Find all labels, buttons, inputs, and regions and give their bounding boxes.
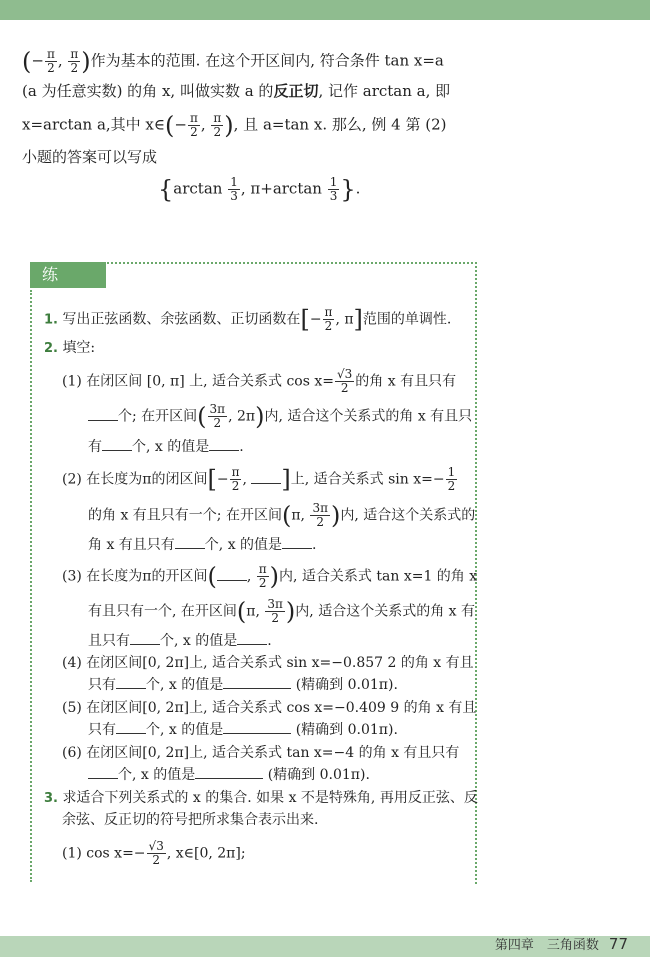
paren-open: ( [22,47,32,76]
question-2-part-3-line-2: 有且只有一个, 在开区间(π, $\frac{3\pi}{2}$ )内, 适合这个关系式的角 x 有 [88,597,475,626]
answer-blank[interactable] [223,719,291,734]
question-3-line-2: 余弦、反正切的符号把所求集合表示出来. [62,812,319,828]
exercise-box-left-border [30,290,32,882]
fraction-one-third: $\frac{1}{3}$ [230,175,238,203]
answer-blank[interactable] [88,764,118,779]
answer-blank[interactable] [116,719,146,734]
question-2-part-1-line-1: (1) 在闭区间 [0, π] 上, 适合关系式 cos x= $\frac{√3}{2}$ 的角 x 有且只有 [62,367,457,395]
question-2-part-2-line-2: 的角 x 有且只有一个; 在开区间(π, $\frac{3\pi}{2}$ )内, 适合这个关系式的 [88,501,476,530]
question-3-line-1: 3. 求适合下列关系式的 x 的集合. 如果 x 不是特殊角, 再用反正弦、反 [44,790,478,806]
page-footer [495,934,628,953]
intro-line-3: x=arctan a,其中 x∈(− $\frac{\pi}{2}$ , $\frac{\pi}{2}$ ), 且 a=tan x. 那么, 例 4 第 (2) [22,111,447,140]
fraction-pi-over-2: $\frac{\pi}{2}$ [46,47,55,75]
answer-blank[interactable] [251,469,281,484]
answer-blank[interactable] [195,764,263,779]
question-2-part-2-line-3: 角 x 有且只有 个, x 的值是 . [88,534,317,556]
question-2-part-4-line-1: (4) 在闭区间[0, 2π]上, 适合关系式 sin x=−0.857 2 的角 x 有且 [62,655,474,671]
fraction-pi-over-2: $\frac{\pi}{2}$ [70,47,79,75]
question-2-part-6-line-2: 个, x 的值是 (精确到 0.01π). [88,764,370,786]
answer-blank[interactable] [282,534,312,549]
question-2-part-1-line-2: 个; 在开区间( $\frac{3\pi}{2}$ , 2π)内, 适合这个关系式的角 x 有且只 [88,403,472,430]
fraction-pi-over-2: $\frac{\pi}{2}$ [213,111,222,139]
answer-blank[interactable] [223,674,291,689]
answer-blank[interactable] [116,674,146,689]
chapter-label: 第四章 三角函数 [494,938,599,953]
answer-blank[interactable] [175,534,205,549]
question-2-part-2-line-1: (2) 在长度为π的闭区间[− $\frac{\pi}{2}$ , ]上, 适合关系式 sin x=− $\frac{1}{2}$ [62,465,456,494]
question-2-part-5-line-2: 只有 个, x 的值是 (精确到 0.01π). [88,719,398,741]
answer-blank[interactable] [102,436,132,451]
question-2-part-3-line-1: (3) 在长度为π的开区间( , $\frac{\pi}{2}$ )内, 适合关系式 tan x=1 的角 x [62,562,478,591]
question-2-part-6-line-1: (6) 在闭区间[0, 2π]上, 适合关系式 tan x=−4 的角 x 有且只有 [62,745,460,761]
question-2-part-5-line-1: (5) 在闭区间[0, 2π]上, 适合关系式 cos x=−0.409 9 的角 x 有且 [62,700,477,716]
question-2: 2. 填空: [44,340,96,356]
exercise-title: 练习 [30,262,106,288]
paren-close: ) [81,47,91,76]
minus-sign: − [31,51,44,70]
question-3-part-1: (1) cos x=− $\frac{√3}{2}$ , x∈[0, 2π]; [62,839,246,867]
answer-blank[interactable] [217,566,247,581]
top-header-bar [0,0,650,20]
intro-line-2: (a 为任意实数) 的角 x, 叫做实数 a 的反正切, 记作 arctan a, 即 [22,82,451,100]
answer-blank[interactable] [130,630,160,645]
answer-set-formula: {arctan $\frac{1}{3}$ , π+arctan $\frac{1}{3}$ }. [158,175,361,204]
fraction-pi-over-2: $\frac{\pi}{2}$ [189,111,198,139]
page-number: 77 [608,935,628,953]
intro-text: 作为基本的范围. 在这个开区间内, 符合条件 tan x=a [90,51,444,70]
question-2-part-3-line-3: 且只有 个, x 的值是 . [88,630,272,652]
question-2-part-4-line-2: 只有 个, x 的值是 (精确到 0.01π). [88,674,398,696]
question-1: 1. 写出正弦函数、余弦函数、正切函数在[− $\frac{\pi}{2}$ , π]范围的单调性. [44,305,452,334]
fraction-one-third: $\frac{1}{3}$ [329,175,338,203]
question-2-part-1-line-3: 有 个, x 的值是 . [88,436,244,458]
intro-line-1: (− $\frac{\pi}{2}$ , $\frac{\pi}{2}$ )作为基本的范围. 在这个开区间内, 符合条件 tan x=a [22,47,444,76]
answer-blank[interactable] [209,436,239,451]
answer-blank[interactable] [237,630,267,645]
intro-line-4: 小题的答案可以写成 [22,148,158,166]
term-arctan: 反正切 [273,82,319,100]
answer-blank[interactable] [88,406,118,421]
